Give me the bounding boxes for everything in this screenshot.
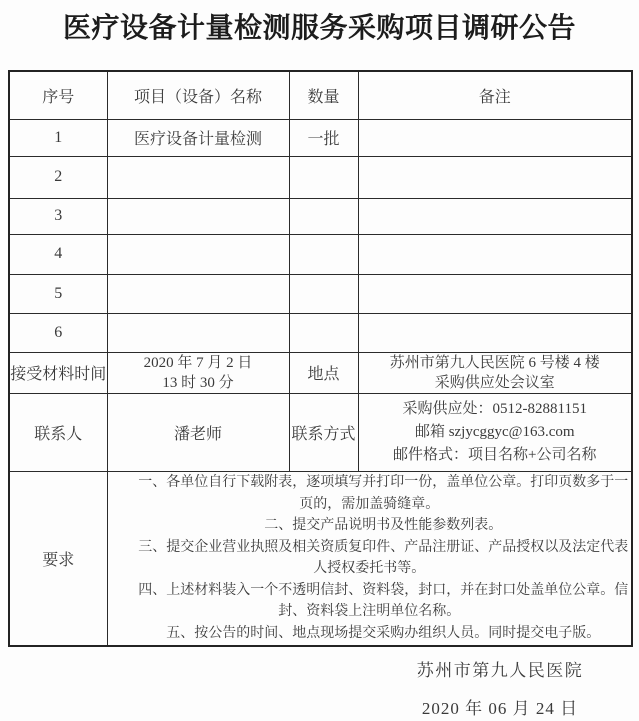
material-time-value xyxy=(107,352,289,393)
row-qty xyxy=(289,156,358,198)
requirement-item-3: 三、提交企业营业执照及相关资质复印件、产品注册证、产品授权以及法定代表人授权委托书等。 xyxy=(138,539,629,577)
contact-label: 联系人 xyxy=(9,393,107,471)
contact-phone: 采购供应处：0512-82881151 xyxy=(402,400,587,417)
row-note xyxy=(358,234,632,274)
header-cell-qty: 数量 xyxy=(289,71,358,119)
row-note xyxy=(358,119,632,156)
row-no: 4 xyxy=(9,234,107,274)
row-note xyxy=(358,274,632,313)
footer-date: 2020 年 06 月 24 日 xyxy=(421,699,579,718)
header-cell-note: 备注 xyxy=(358,71,632,119)
row-note xyxy=(358,198,632,234)
page-title: 医疗设备计量检测服务采购项目调研公告 xyxy=(62,13,576,44)
header-cell-no: 序号 xyxy=(9,71,107,119)
material-time-label: 接受材料时间 xyxy=(9,352,107,393)
table-row xyxy=(9,274,632,313)
contact-row xyxy=(9,393,632,471)
place-line-room: 采购供应处会议室 xyxy=(434,374,555,391)
table-row xyxy=(9,234,632,274)
material-time-row xyxy=(9,352,632,393)
row-no: 3 xyxy=(9,198,107,234)
place-label: 地点 xyxy=(289,352,358,393)
requirement-item-1: 一、各单位自行下载附表，逐项填写并打印一份，盖单位公章。打印页数多于一页的，需加盖骑缝章。 xyxy=(138,475,629,512)
row-no: 6 xyxy=(9,313,107,352)
row-name xyxy=(107,198,289,234)
table-header-row xyxy=(9,71,632,119)
row-name xyxy=(107,274,289,313)
requirement-item-5: 五、按公告的时间、地点现场提交采购办组织人员。同时提交电子版。 xyxy=(166,625,601,641)
contact-method-value xyxy=(358,393,632,471)
row-name xyxy=(107,313,289,352)
header-cell-name: 项目（设备）名称 xyxy=(107,71,289,119)
material-time-clock: 13 时 30 分 xyxy=(162,374,234,391)
contact-email: 邮箱 szjycggyc@163.com xyxy=(414,423,575,440)
requirement-item-4: 四、上述材料装入一个不透明信封、资料袋，封口，并在封口处盖单位公章。信封、资料袋上注明单位名称。 xyxy=(138,582,629,620)
requirement-item-2: 二、提交产品说明书及性能参数列表。 xyxy=(264,518,503,534)
contact-email-format: 邮件格式：项目名称+公司名称 xyxy=(393,446,597,463)
place-value xyxy=(358,352,632,393)
row-name: 医疗设备计量检测 xyxy=(107,119,289,156)
row-no: 1 xyxy=(9,119,107,156)
row-name xyxy=(107,234,289,274)
table-row xyxy=(9,156,632,198)
requirements-content xyxy=(107,471,632,646)
table-row xyxy=(9,119,632,156)
procurement-table xyxy=(8,70,633,647)
row-no: 2 xyxy=(9,156,107,198)
row-note xyxy=(358,156,632,198)
requirements-label: 要求 xyxy=(9,471,107,646)
row-qty xyxy=(289,313,358,352)
contact-method-label: 联系方式 xyxy=(289,393,358,471)
row-qty xyxy=(289,198,358,234)
row-no: 5 xyxy=(9,274,107,313)
footer-organization: 苏州市第九人民医院 xyxy=(416,661,584,680)
row-qty xyxy=(289,274,358,313)
material-time-date: 2020 年 7 月 2 日 xyxy=(143,354,253,371)
place-line-building: 苏州市第九人民医院 6 号楼 4 楼 xyxy=(389,354,600,371)
row-qty: 一批 xyxy=(289,119,358,156)
row-qty xyxy=(289,234,358,274)
requirements-row xyxy=(9,471,632,646)
document-footer xyxy=(385,656,615,719)
table-row xyxy=(9,198,632,234)
row-name xyxy=(107,156,289,198)
contact-person: 潘老师 xyxy=(107,393,289,471)
table-row xyxy=(9,313,632,352)
row-note xyxy=(358,313,632,352)
